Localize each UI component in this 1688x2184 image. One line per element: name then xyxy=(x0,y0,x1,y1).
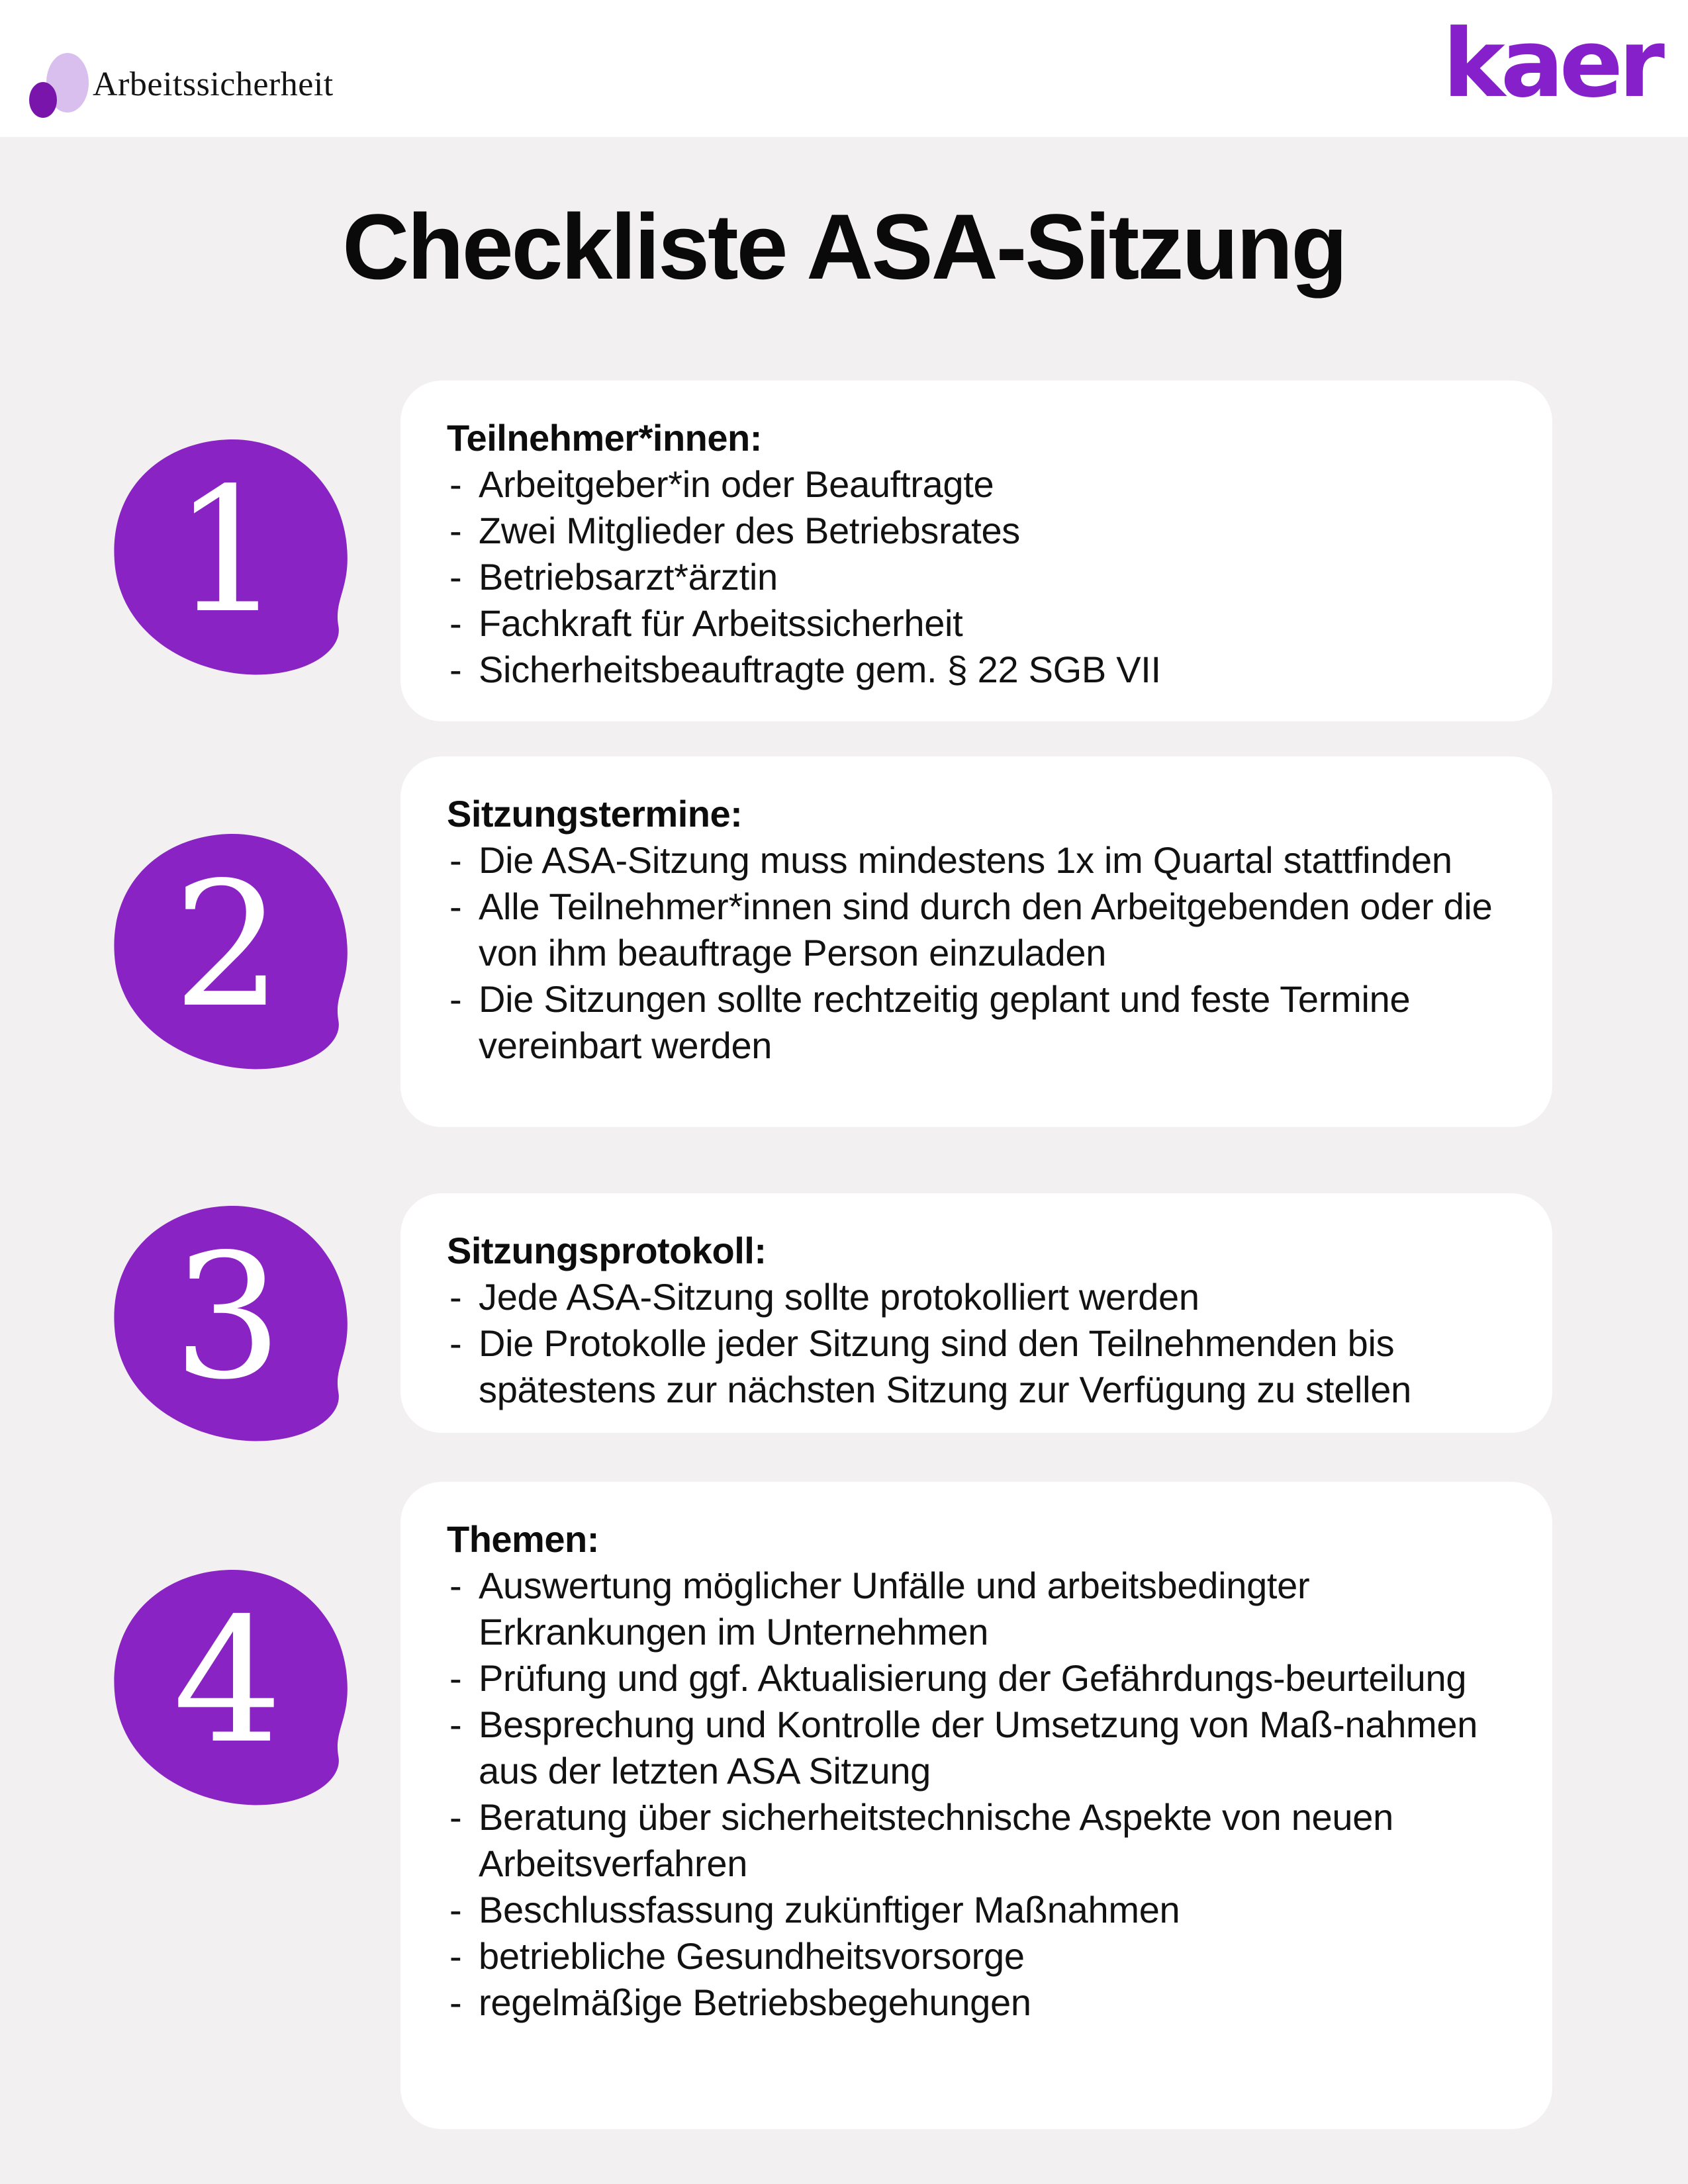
section-number-badge-1 xyxy=(105,432,351,679)
logo-ellipse-dark xyxy=(29,82,57,118)
list-item xyxy=(447,1655,1536,1702)
bullet-dash: - xyxy=(449,839,462,881)
arbeitssicherheit-brand xyxy=(29,53,400,126)
bullet-dash: - xyxy=(449,556,462,598)
bullet-dash: - xyxy=(449,1796,462,1838)
section-heading: Themen: xyxy=(447,1518,599,1560)
list-item xyxy=(447,976,1536,1069)
section-card-sitzungsprotokoll xyxy=(400,1193,1552,1433)
section-number-badge-2 xyxy=(105,826,351,1073)
bullet-dash: - xyxy=(449,1322,462,1364)
bullet-dash: - xyxy=(449,649,462,690)
list-item xyxy=(447,837,1536,884)
list-item-text: Beratung über sicherheitstechnische Aspekte von neuen Arbeitsverfahren xyxy=(479,1796,1393,1884)
list-item-text: Jede ASA-Sitzung sollte protokolliert werden xyxy=(479,1276,1199,1318)
bullet-dash: - xyxy=(449,1565,462,1606)
section-item-list xyxy=(447,1563,1536,2026)
bullet-dash: - xyxy=(449,463,462,505)
list-item-text: betriebliche Gesundheitsvorsorge xyxy=(479,1935,1025,1977)
section-heading: Teilnehmer*innen: xyxy=(447,417,762,459)
list-item-text: Die ASA-Sitzung muss mindestens 1x im Quartal stattfinden xyxy=(479,839,1452,881)
bullet-dash: - xyxy=(449,1889,462,1931)
list-item xyxy=(447,554,1536,600)
list-item xyxy=(447,1563,1536,1655)
list-item-text: Beschlussfassung zukünftiger Maßnahmen xyxy=(479,1889,1180,1931)
list-item-text: Besprechung und Kontrolle der Umsetzung von Maß-nahmen aus der letzten ASA Sitzung xyxy=(479,1704,1478,1792)
section-item-list xyxy=(447,461,1536,693)
section-item-list xyxy=(447,1274,1536,1413)
list-item-text: Fachkraft für Arbeitssicherheit xyxy=(479,602,963,644)
section-number-badge-4 xyxy=(105,1562,351,1809)
section-number: 1 xyxy=(173,451,283,651)
section-number-badge-3 xyxy=(105,1198,351,1445)
bullet-dash: - xyxy=(449,1276,462,1318)
section-number: 3 xyxy=(173,1218,283,1418)
section-heading: Sitzungstermine: xyxy=(447,793,743,835)
list-item-text: Arbeitgeber*in oder Beauftragte xyxy=(479,463,994,505)
list-item xyxy=(447,1702,1536,1794)
bullet-dash: - xyxy=(449,510,462,551)
list-item-text: Die Protokolle jeder Sitzung sind den Teilnehmenden bis spätestens zur nächsten Sitzung zur Verfügung zu stellen xyxy=(479,1322,1411,1410)
section-card-themen xyxy=(400,1482,1552,2129)
list-item-text: Zwei Mitglieder des Betriebsrates xyxy=(479,510,1020,551)
list-item-text: regelmäßige Betriebsbegehungen xyxy=(479,1981,1031,2023)
list-item xyxy=(447,600,1536,647)
list-item-text: Auswertung möglicher Unfälle und arbeitsbedingter Erkrankungen im Unternehmen xyxy=(479,1565,1310,1653)
list-item-text: Die Sitzungen sollte rechtzeitig geplant und feste Termine vereinbart werden xyxy=(479,978,1411,1066)
list-item xyxy=(447,884,1536,976)
kaer-logo: kaer xyxy=(1442,9,1660,118)
brand-name: Arbeitssicherheit xyxy=(93,66,334,103)
bullet-dash: - xyxy=(449,1981,462,2023)
list-item-text: Alle Teilnehmer*innen sind durch den Arbeitgebenden oder die von ihm beauftrage Person einzuladen xyxy=(479,886,1493,974)
bullet-dash: - xyxy=(449,886,462,927)
section-number: 4 xyxy=(173,1582,283,1782)
list-item-text: Prüfung und ggf. Aktualisierung der Gefährdungs-beurteilung xyxy=(479,1657,1467,1699)
bullet-dash: - xyxy=(449,1704,462,1745)
section-number: 2 xyxy=(173,846,283,1046)
bullet-dash: - xyxy=(449,1657,462,1699)
list-item xyxy=(447,1794,1536,1887)
bullet-dash: - xyxy=(449,978,462,1020)
bullet-dash: - xyxy=(449,1935,462,1977)
section-card-teilnehmer xyxy=(400,381,1552,721)
list-item xyxy=(447,647,1536,693)
list-item-text: Betriebsarzt*ärztin xyxy=(479,556,778,598)
list-item xyxy=(447,1887,1536,1933)
page-title: Checkliste ASA-Sitzung xyxy=(342,195,1346,298)
list-item xyxy=(447,1933,1536,1979)
list-item xyxy=(447,1274,1536,1320)
bullet-dash: - xyxy=(449,602,462,644)
section-card-sitzungstermine xyxy=(400,756,1552,1127)
page-header xyxy=(0,0,1688,137)
list-item xyxy=(447,508,1536,554)
list-item xyxy=(447,1979,1536,2026)
section-heading: Sitzungsprotokoll: xyxy=(447,1230,767,1271)
arbeitssicherheit-logo-icon xyxy=(29,53,95,119)
list-item-text: Sicherheitsbeauftragte gem. § 22 SGB VII xyxy=(479,649,1161,690)
list-item xyxy=(447,1320,1536,1413)
list-item xyxy=(447,461,1536,508)
section-item-list xyxy=(447,837,1536,1069)
